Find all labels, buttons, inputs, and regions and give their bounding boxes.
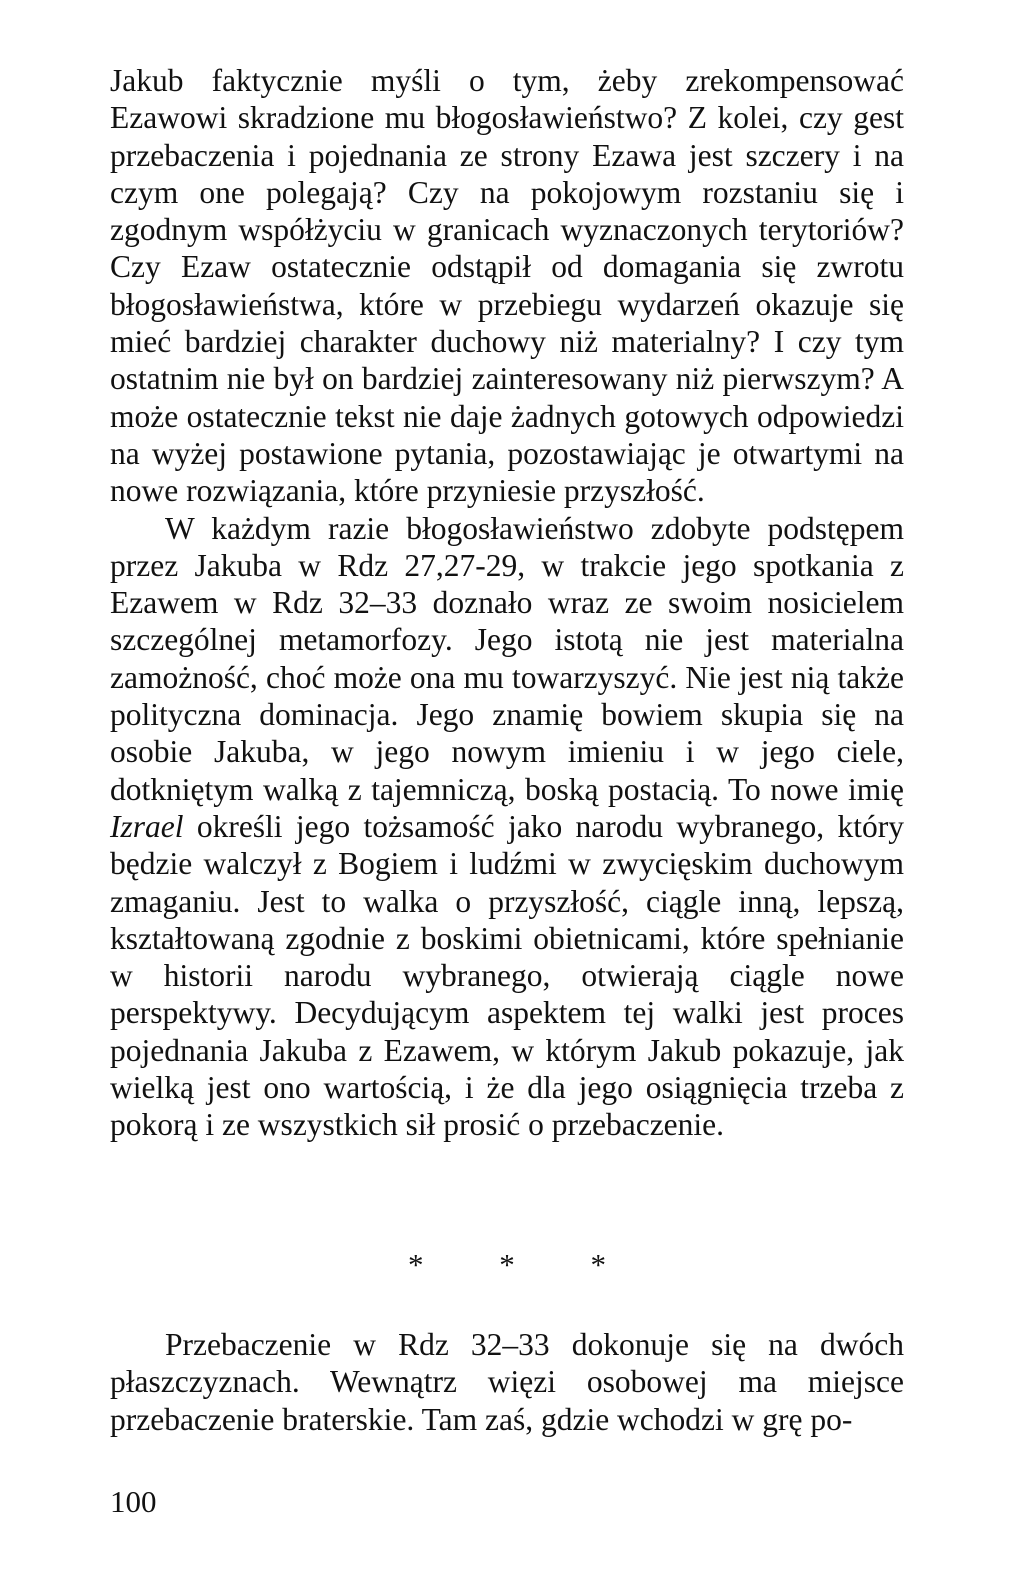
- page-number: 100: [110, 1484, 157, 1519]
- paragraph-2-text-start: W każdym razie błogosławieństwo zdobyte podstępem przez Jakuba w Rdz 27,27-29, w trakcie jego spotkania z Ezawem w Rdz 32–33 doznało wraz ze swoim nosicielem szczególnej metamorfozy. Jego istotą nie jest materialna zamożność, choć może ona mu towarzyszyć. Nie jest nią także polityczna dominacja. Jego znamię bowiem skupia się na osobie Jakuba, w jego nowym imieniu i w jego ciele, dotkniętym walką z tajemniczą, boską postacią. To nowe imię: [110, 510, 904, 807]
- paragraph-2-text-end: określi jego tożsamość jako narodu wybranego, który będzie walczył z Bogiem i ludźmi w zwycięskim duchowym zmaganiu. Jest to walka o przyszłość, ciągle inną, lepszą, kształtowaną zgodnie z boskimi obietnicami, które spełnianie w historii narodu wybranego, otwierają ciągle nowe perspektywy. Decydującym aspektem tej walki jest proces pojednania Jakuba z Ezawem, w którym Jakub pokazuje, jak wielką jest ono wartością, i że dla jego osiągnięcia trzeba z pokorą i ze wszystkich sił prosić o przebaczenie.: [110, 808, 904, 1143]
- book-page: [110, 62, 904, 1542]
- paragraph-1: Jakub faktycznie myśli o tym, żeby zrekompensować Ezawowi skradzione mu błogosławieństwo? Z kolei, czy gest przebaczenia i pojednania ze strony Ezawa jest szczery i na czym one polegają? Czy na pokojowym rozstaniu się i zgodnym współżyciu w granicach wyznaczonych terytoriów? Czy Ezaw ostatecznie odstąpił od domagania się zwrotu błogosławieństwa, które w przebiegu wydarzeń okazuje się mieć bardziej charakter duchowy niż materialny? I czy tym ostatnim nie był on bardziej zainteresowany niż pierwszym? A może ostatecznie tekst nie daje żadnych gotowych odpowiedzi na wyżej postawione pytania, pozostawiając je otwartymi na nowe rozwiązania, które przyniesie przyszłość.: [110, 63, 904, 509]
- paragraph-3: Przebaczenie w Rdz 32–33 dokonuje się na dwóch płaszczyznach. Wewnątrz więzi osobowej ma miejsce przebaczenie braterskie. Tam zaś, gdzie wchodzi w grę po-: [110, 1327, 904, 1437]
- section-separator: * * *: [408, 1247, 640, 1282]
- italic-term-izrael: Izrael: [110, 808, 184, 844]
- paragraph-2: [110, 510, 904, 1144]
